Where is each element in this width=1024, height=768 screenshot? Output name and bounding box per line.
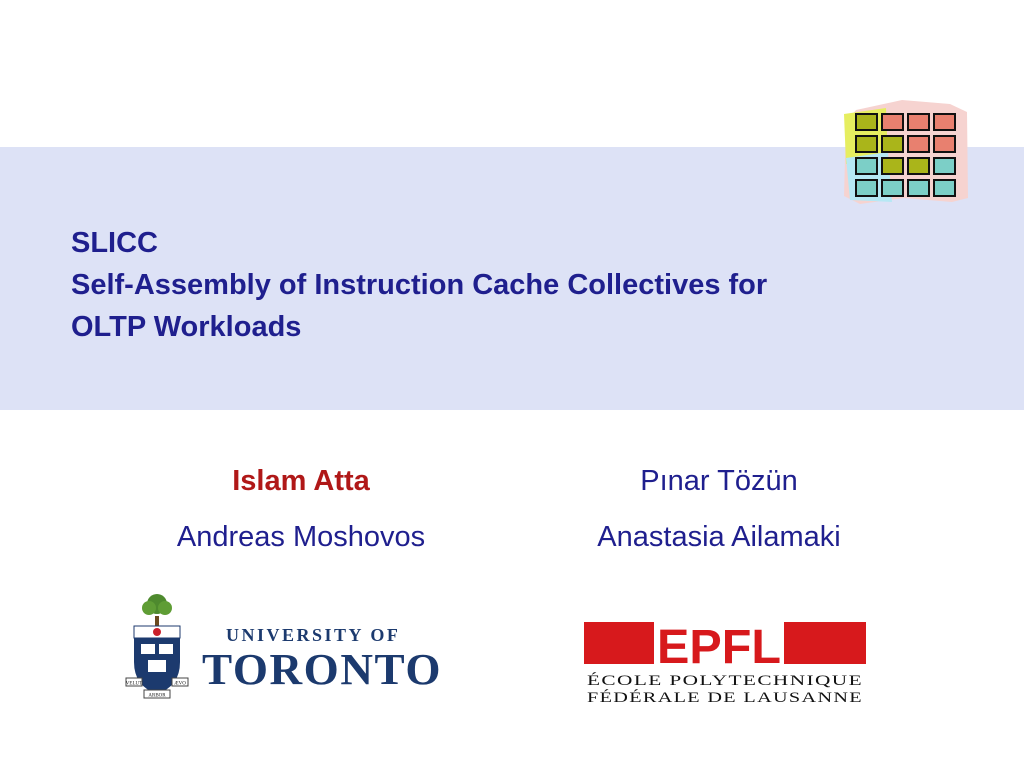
title-line-2: Self-Assembly of Instruction Cache Collectives for <box>71 269 768 301</box>
slide-title <box>71 222 971 348</box>
author-3: Andreas Moshovos <box>176 521 426 553</box>
svg-text:VELUT: VELUT <box>125 681 143 687</box>
title-acronym: SLICC <box>71 227 158 259</box>
svg-text:ÆVO: ÆVO <box>174 681 186 687</box>
epfl-mark: EPFL <box>657 621 781 674</box>
epfl-logo <box>584 620 866 710</box>
uoft-line-1: UNIVERSITY OF <box>226 625 401 645</box>
author-presenter: Islam Atta <box>232 465 370 497</box>
uoft-line-2: TORONTO <box>202 645 442 694</box>
author-4: Anastasia Ailamaki <box>597 521 841 553</box>
title-line-3: OLTP Workloads <box>71 311 302 343</box>
university-of-toronto-logo <box>120 590 450 705</box>
uoft-crest <box>126 594 188 699</box>
svg-text:ARBOR: ARBOR <box>148 693 166 699</box>
slicc-grid-logo <box>842 100 972 205</box>
epfl-line-1: ÉCOLE POLYTECHNIQUE <box>587 673 782 689</box>
author-2: Pınar Tözün <box>640 465 798 497</box>
epfl-line-2: FÉDÉRALE DE LAUSANNE <box>587 690 792 706</box>
